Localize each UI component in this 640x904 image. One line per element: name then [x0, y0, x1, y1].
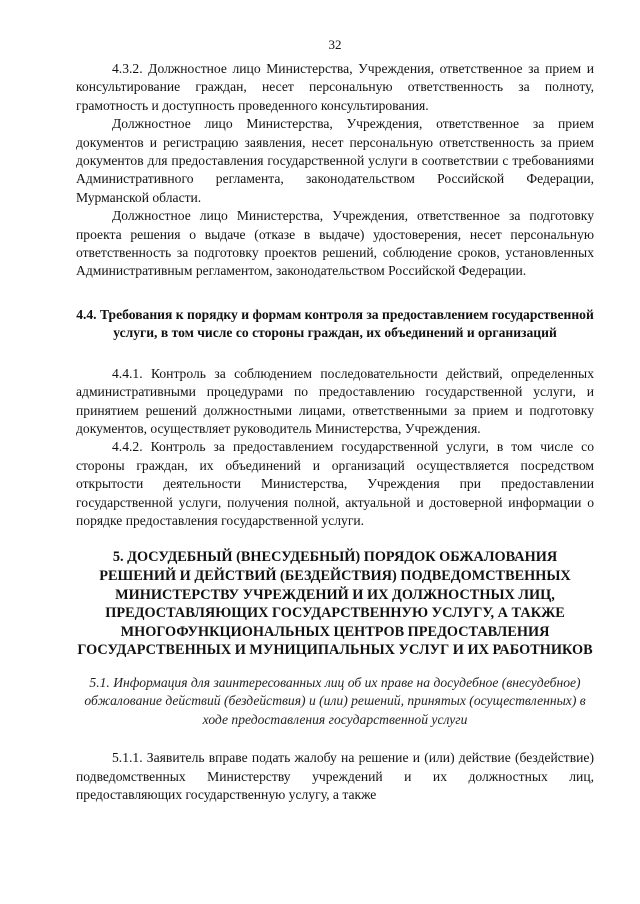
page-content [76, 60, 594, 804]
paragraph-5-1-1: 5.1.1. Заявитель вправе подать жалобу на решение и (или) действие (бездействие) подведомственных Министерству учреждений и их должностных лиц, предоставляющих государственную услугу, а также [76, 750, 594, 802]
heading-5-1: 5.1. Информация для заинтересованных лиц об их праве на досудебное (внесудебное) обжалование действий (бездействия) и (или) решений, принятых (осуществленных) в ходе предоставления государственной услуги [84, 674, 586, 727]
paragraph-4-4-1: 4.4.1. Контроль за соблюдением последовательности действий, определенных административными процедурами по предоставлению государственной услуги, и принятием решений должностными лицами, ответственными за прием и подготовку документов, осуществляет руководитель Министерства, Учреждения. [76, 365, 594, 436]
heading-4-4: 4.4. Требования к порядку и формам контроля за предоставлением государственной услуги, в том числе со стороны граждан, их объединений и организаций [76, 306, 594, 341]
paragraph-4-4-2: 4.4.2. Контроль за предоставлением государственной услуги, в том числе со стороны граждан, их объединений и организаций осуществляется посредством открытости деятельности Министерства, Учреждения при предоставлении государственной услуги, получения полной, актуальной и достоверной информации о порядке предоставления государственной услуги. [76, 439, 594, 528]
paragraph-document-intake: Должностное лицо Министерства, Учреждения, ответственное за прием документов и регистрацию заявления, несет персональную ответственность за прием документов для предоставления государственной услуги в соответствии с требованиями Административного регламента, законодательством Российской Федерации, Мурманской области. [76, 116, 594, 205]
heading-section-5: 5. ДОСУДЕБНЫЙ (ВНЕСУДЕБНЫЙ) ПОРЯДОК ОБЖАЛОВАНИЯ РЕШЕНИЙ И ДЕЙСТВИЙ (БЕЗДЕЙСТВИЯ) ПОДВЕДОМСТВЕННЫХ МИНИСТЕРСТВУ УЧРЕЖДЕНИЙ И ИХ ДОЛЖНОСТНЫХ ЛИЦ, ПРЕДОСТАВЛЯЮЩИХ ГОСУДАРСТВЕННУЮ УСЛУГУ, А ТАКЖЕ МНОГОФУНКЦИОНАЛЬНЫХ ЦЕНТРОВ ПРЕДОСТАВЛЕНИЯ ГОСУДАРСТВЕННЫХ И МУНИЦИПАЛЬНЫХ УСЛУГ И ИХ РАБОТНИКОВ [77, 549, 593, 659]
paragraph-decision-preparation: Должностное лицо Министерства, Учреждения, ответственное за подготовку проекта решения о выдаче (отказе в выдаче) удостоверения, несет персональную ответственность за подготовку проектов решений, соблюдение сроков, установленных Административным регламентом, законодательством Российской Федерации. [76, 208, 594, 279]
paragraph-4-3-2: 4.3.2. Должностное лицо Министерства, Учреждения, ответственное за прием и консультирование граждан, несет персональную ответственность за полноту, грамотность и доступность проведенного консультирования. [76, 61, 594, 113]
page-number: 32 [328, 37, 342, 52]
